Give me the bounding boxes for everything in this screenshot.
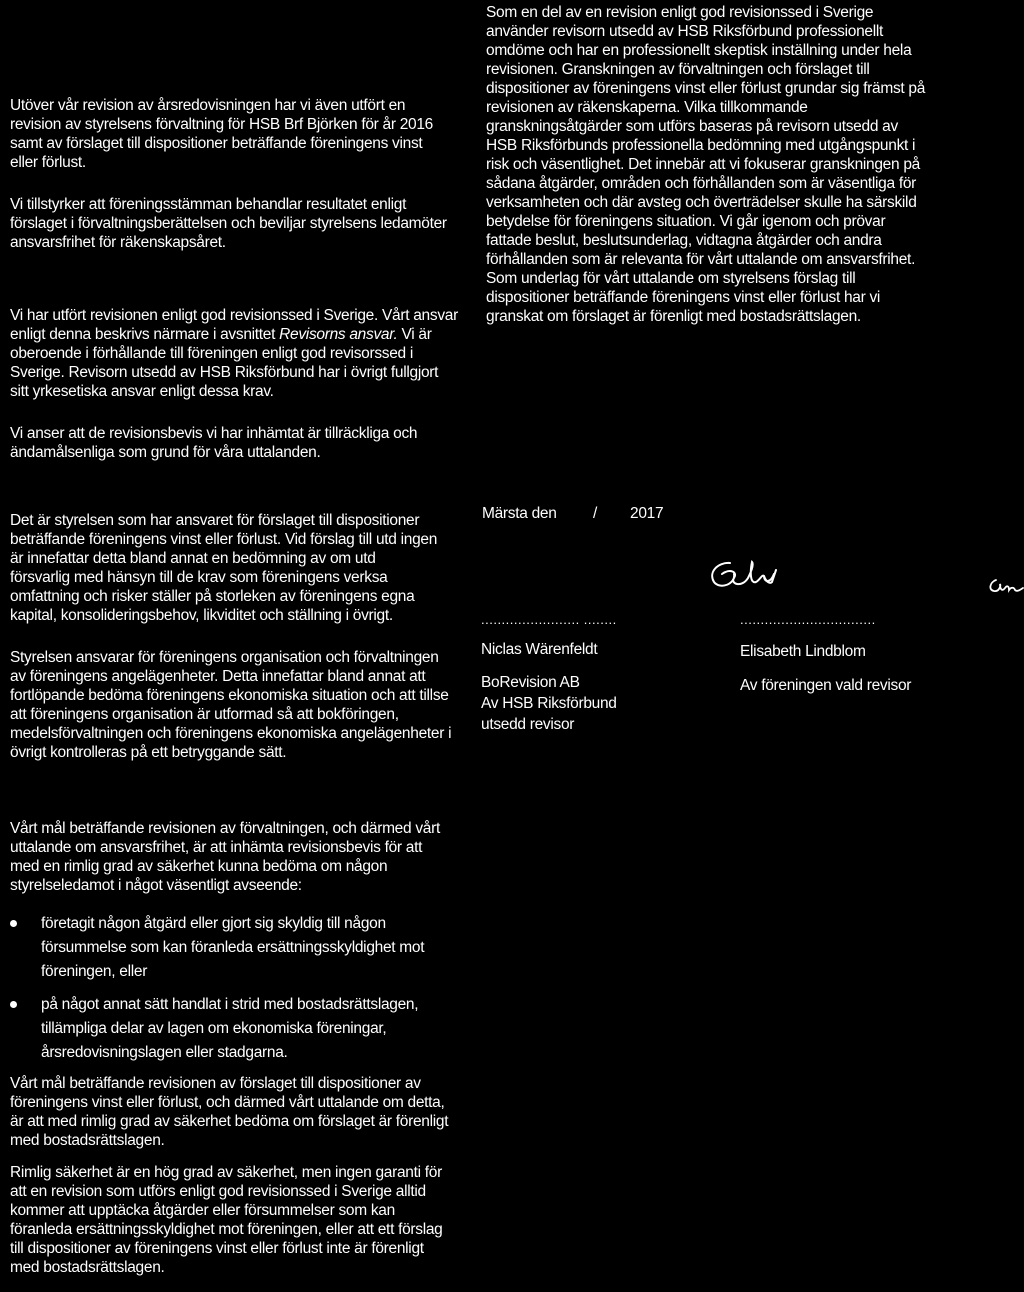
paragraph-basis (10, 306, 460, 401)
paragraph-recommendation: Vi tillstyrker att föreningsstämman behandlar resultatet enligt förslaget i förvaltningsberättelsen och beviljar styrelsens ledamöter ansvarsfrihet för räkenskapsåret. (10, 196, 447, 251)
signer-role-left: utsedd revisor (481, 716, 575, 733)
bullet-text: på något annat sätt handlat i strid med bostadsrättslagen, tillämpliga delar av lagen om ekonomiska föreningar, årsredovisningslagen eller stadgarna. (41, 996, 419, 1061)
paragraph-audit-goal: Vårt mål beträffande revisionen av förvaltningen, och därmed vårt uttalande om ansvarsfrihet, är att inhämta revisionsbevis för att med en rimlig grad av säkerhet kunna bedöma om någon styrelseledamot i något väsentligt avseende: (10, 820, 440, 894)
paragraph-auditor-approach: Som en del av en revision enligt god revisionssed i Sverige använder revisorn utsedd av HSB Riksförbund professionellt omdöme och har en professionellt skeptisk inställning under hela revisionen. Granskningen av förvaltningen och förslaget till dispositioner av föreningens vinst eller förlust grundar sig främst på revisionen av räkenskaperna. Vilka tillkommande granskningsåtgärder som utförs baseras på revisorn utsedd av HSB Riksförbunds professionella bedömning med utgångspunkt i risk och väsentlighet. Det innebär att vi fokuserar granskningen på sådana åtgärder, områden och förhållanden som är väsentliga för verksamheten och där avsteg och överträdelser skulle ha särskild betydelse för föreningens situation. Vi går igenom och prövar fattade beslut, beslutsunderlag, vidtagna åtgärder och andra förhållanden som är relevanta för vårt uttalande om ansvarsfrihet. Som underlag för vårt uttalande om styrelsens förslag till dispositioner beträffande föreningens vinst eller förlust har vi granskat om förslaget är förenligt med bostadsrättslagen. (486, 4, 926, 325)
paragraph-reasonable-assurance: Rimlig säkerhet är en hög grad av säkerhet, men ingen garanti för att en revision som utförs enligt god revisionssed i Sverige alltid kommer att upptäcka åtgärder eller försummelser som kan föranleda ersättningsskyldighet mot föreningen, eller att ett förslag till dispositioner av föreningens vinst eller förlust inte är förenligt med bostadsrättslagen. (10, 1164, 443, 1276)
signature-place: Märsta den (482, 505, 557, 522)
paragraph-proposal-goal: Vårt mål beträffande revisionen av förslaget till dispositioner av föreningens vinst eller förlust, och därmed vårt uttalande om detta, är att med rimlig grad av säkerhet bedöma om förslaget är förenligt med bostadsrättslagen. (10, 1075, 449, 1149)
signature-year: 2017 (630, 505, 664, 522)
signature-line-left: ........................ ........ (481, 612, 617, 627)
basis-text-b: Vi är oberoende i förhållande till föreningen enligt god revisorssed i Sverige. Revisorn utsedd av HSB Riksförbund har i övrigt fullgjort sitt yrkesetiska ansvar enligt dessa krav. (10, 326, 439, 400)
bullet-icon (10, 920, 17, 927)
paragraph-evidence: Vi anser att de revisionsbevis vi har inhämtat är tillräckliga och ändamålsenliga som grund för våra uttalanden. (10, 425, 418, 461)
basis-text-a: Vi har utfört revisionen enligt god revisionssed i Sverige. Vårt ansvar enligt denna beskrivs närmare i avsnittet (10, 307, 458, 343)
signature-line-right: ................................. (740, 612, 876, 627)
signature-date-slash: / (593, 505, 598, 522)
paragraph-board-organisation: Styrelsen ansvarar för föreningens organisation och förvaltningen av föreningens angelägenheter. Detta innefattar bland annat att fortlöpande bedöma föreningens ekonomiska situation och att tillse att föreningens organisation är utformad så att bokföringen, medelsförvaltningen och föreningens ekonomiska angelägenheter i övrigt kontrolleras på ett betryggande sätt. (10, 649, 452, 761)
handwritten-signature-icon (700, 548, 790, 608)
paragraph-board-responsibility: Det är styrelsen som har ansvaret för förslaget till dispositioner beträffande föreningens vinst eller förlust. Vid förslag till utd ingen är innefattar detta bland annat en bedömning av om utd försvarlig med hänsyn till de krav som föreningens verksa omfattning och risker ställer på storleken av föreningens egna kapital, konsolideringsbehov, likviditet och ställning i övrigt. (10, 512, 438, 624)
signer-org-left-line2: Av HSB Riksförbund (481, 695, 617, 712)
paragraph-opinion-intro: Utöver vår revision av årsredovisningen har vi även utfört en revision av styrelsens förvaltning för HSB Brf Björken för år 2016 samt av förslaget till dispositioner beträffande föreningens vinst eller förlust. (10, 97, 434, 171)
signer-name-right: Elisabeth Lindblom (740, 643, 866, 660)
signer-role-right: Av föreningen vald revisor (740, 677, 912, 694)
basis-text-italic: Revisorns ansvar. (279, 326, 398, 343)
handwritten-signature-icon (986, 576, 1024, 598)
signer-org-left: BoRevision AB (481, 674, 580, 691)
bullet-text: företagit någon åtgärd eller gjort sig skyldig till någon försummelse som kan föranleda ersättningsskyldighet mot föreningen, eller (41, 915, 425, 980)
bullet-icon (10, 1001, 17, 1008)
signer-name-left: Niclas Wärenfeldt (481, 641, 598, 658)
